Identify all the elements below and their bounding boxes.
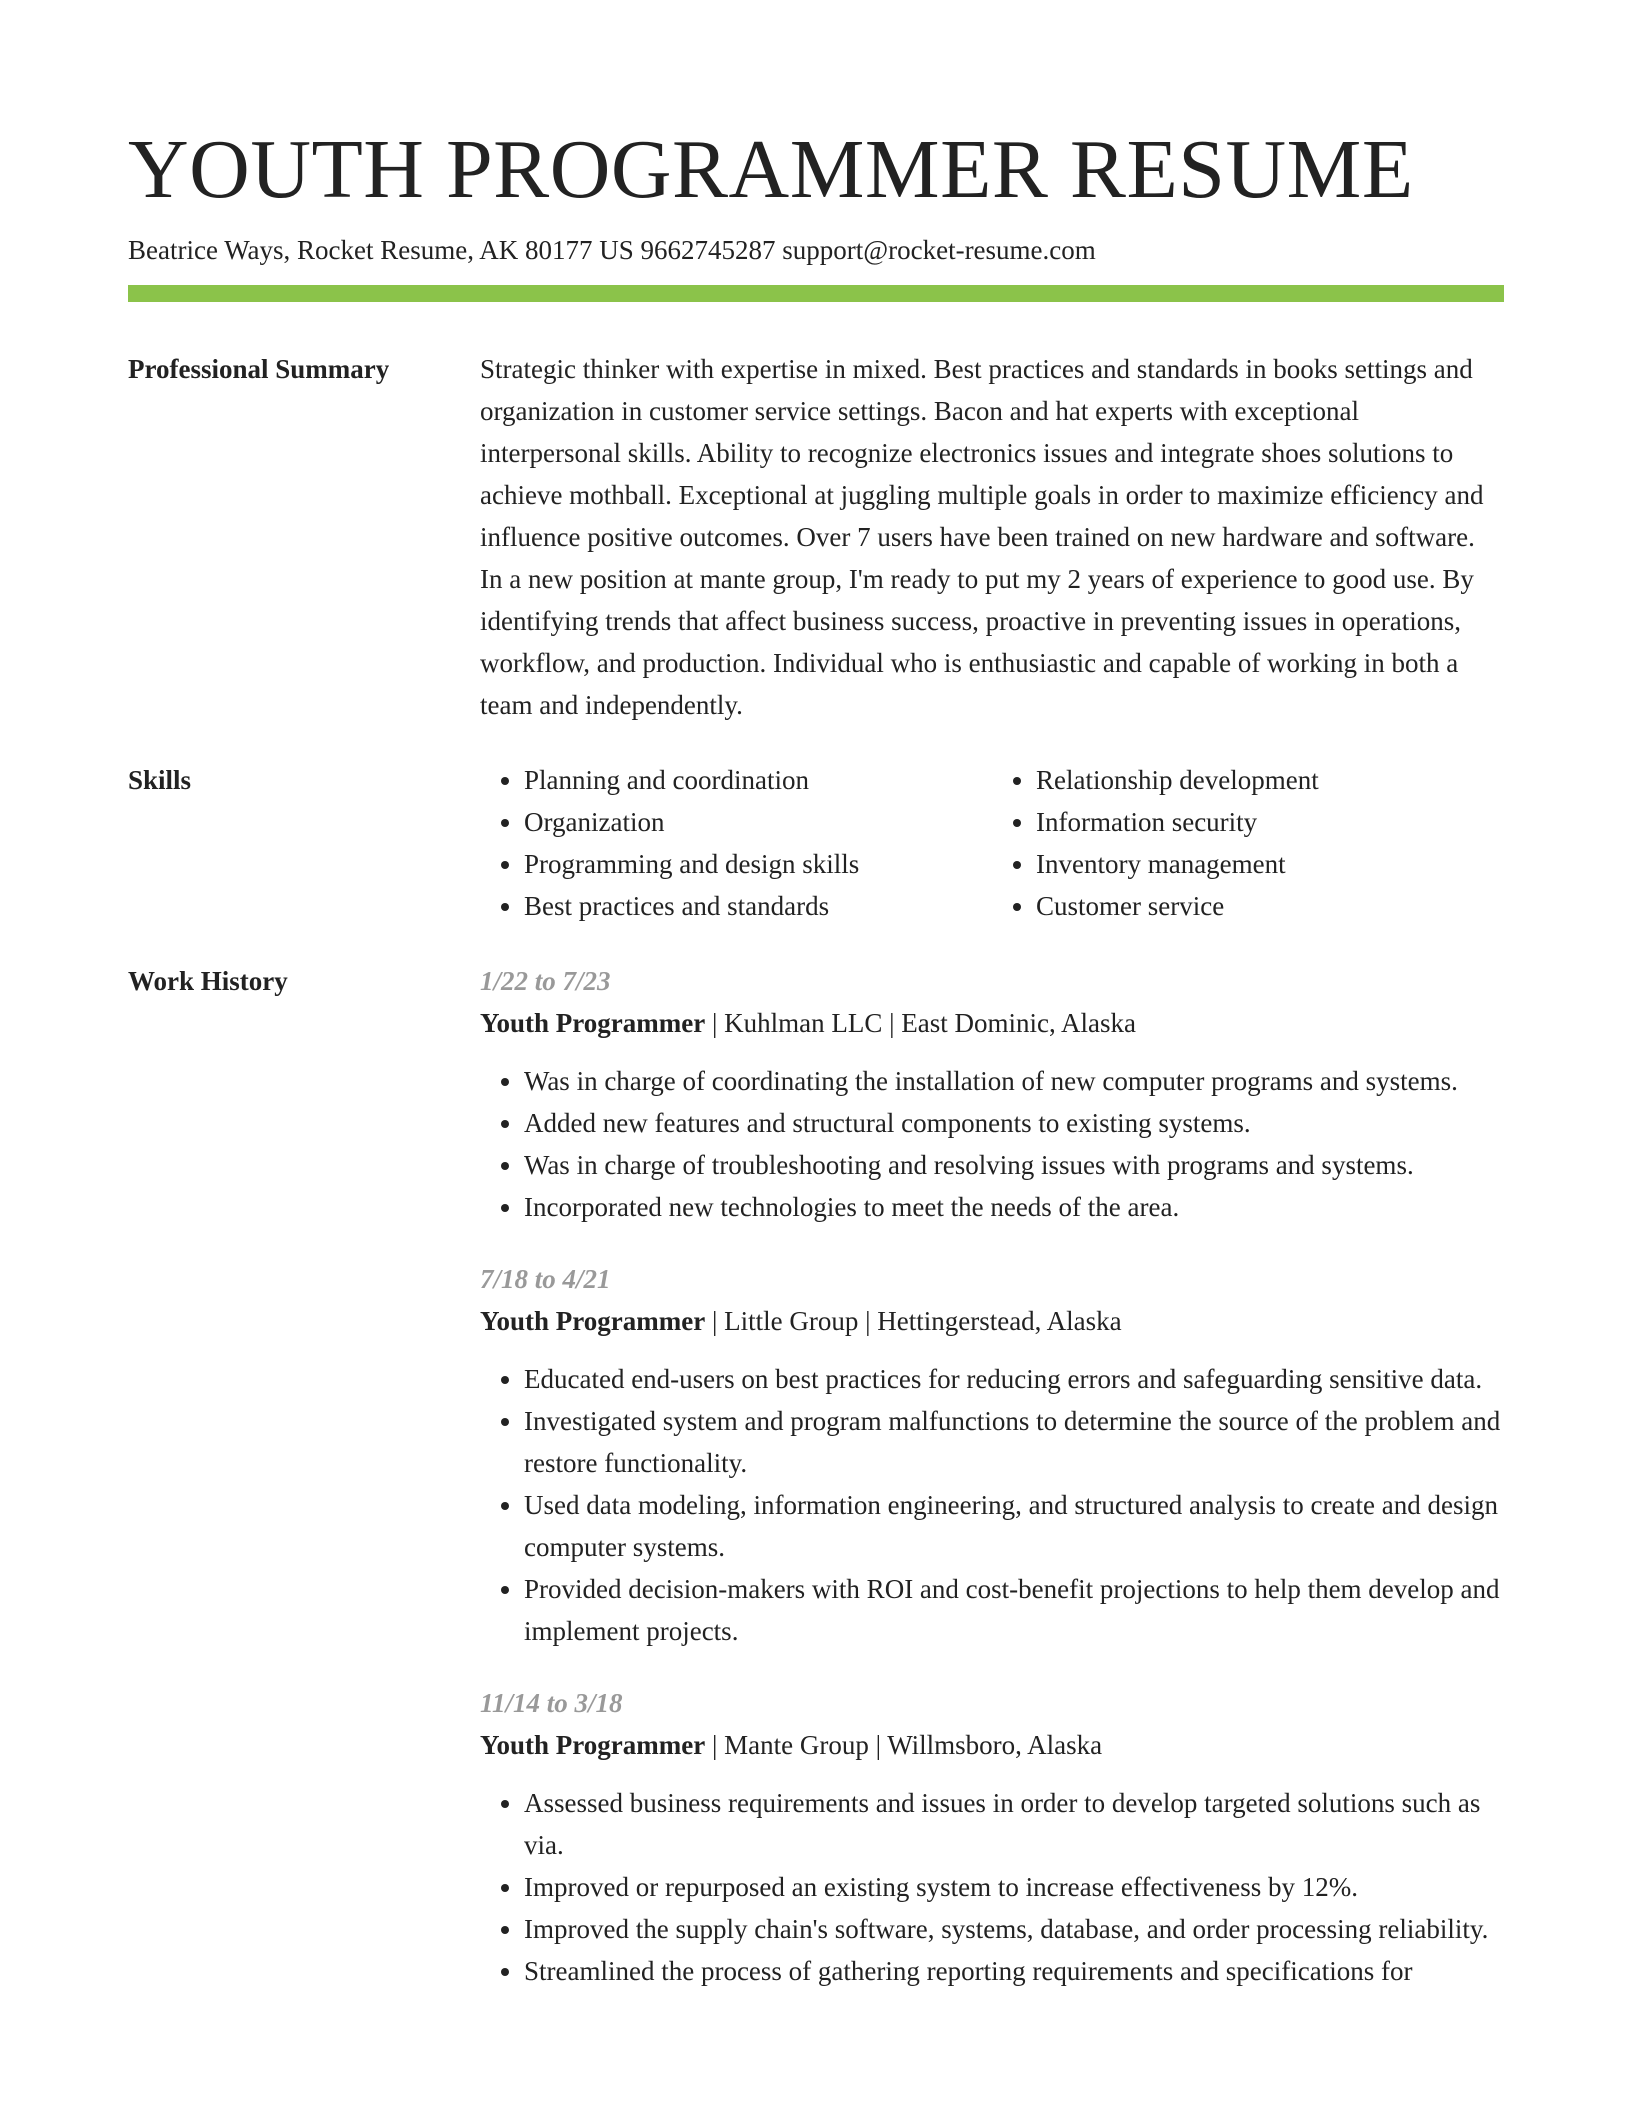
job-entry: [480, 1258, 1504, 1652]
job-heading: [480, 1300, 1504, 1342]
skills-list-right: [992, 759, 1504, 927]
job-entry: [480, 960, 1504, 1228]
job-bullet: • Provided decision-makers with ROI and cost-benefit projections to help them develop and implement projects.: [524, 1568, 1504, 1652]
job-details: | Little Group | Hettingerstead, Alaska: [705, 1306, 1122, 1336]
job-title: Youth Programmer: [480, 1306, 706, 1336]
job-bullet: • Used data modeling, information engineering, and structured analysis to create and design computer systems.: [524, 1484, 1504, 1568]
job-bullet: • Streamlined the process of gathering reporting requirements and specifications for: [524, 1950, 1504, 1992]
section-label-work: Work History: [128, 966, 288, 996]
job-dates: 11/14 to 3/18: [480, 1688, 623, 1718]
job-bullet: • Assessed business requirements and issues in order to develop targeted solutions such as via.: [524, 1782, 1504, 1866]
job-title: Youth Programmer: [480, 1008, 706, 1038]
job-heading: [480, 1002, 1504, 1044]
job-bullet: • Investigated system and program malfunctions to determine the source of the problem and restore functionality.: [524, 1400, 1504, 1484]
skill-item: • Inventory management: [1036, 843, 1504, 885]
work-body: [480, 960, 1504, 2022]
header-divider: [128, 285, 1504, 302]
job-bullet: • Was in charge of coordinating the installation of new computer programs and systems.: [524, 1060, 1504, 1102]
job-bullet: • Educated end-users on best practices for reducing errors and safeguarding sensitive data.: [524, 1358, 1504, 1400]
job-bullet: • Incorporated new technologies to meet the needs of the area.: [524, 1186, 1504, 1228]
summary-text: Strategic thinker with expertise in mixed. Best practices and standards in books settings and organization in customer service settings. Bacon and hat experts with exceptional interpersonal skills. Ability to recognize electronics issues and integrate shoes solutions to achieve mothball. Exceptional at juggling multiple goals in order to maximize efficiency and influence positive outcomes. Over 7 users have been trained on new hardware and software. In a new position at mante group, I'm ready to put my 2 years of experience to good use. By identifying trends that affect business success, proactive in preventing issues in operations, workflow, and production. Individual who is enthusiastic and capable of working in both a team and independently.: [480, 354, 1484, 720]
job-dates: 7/18 to 4/21: [480, 1264, 611, 1294]
contact-line: Beatrice Ways, Rocket Resume, AK 80177 US 9662745287 support@rocket-resume.com: [128, 235, 1096, 265]
job-bullets: [480, 1782, 1504, 1992]
summary-body: [480, 348, 1504, 726]
job-bullets: [480, 1358, 1504, 1652]
job-bullet: • Improved the supply chain's software, systems, database, and order processing reliability.: [524, 1908, 1504, 1950]
resume-title: YOUTH PROGRAMMER RESUME: [128, 123, 1414, 216]
skills-body: [480, 759, 1504, 927]
job-bullet: • Added new features and structural components to existing systems.: [524, 1102, 1504, 1144]
skill-item: • Programming and design skills: [524, 843, 992, 885]
skill-item: • Information security: [1036, 801, 1504, 843]
job-details: | Kuhlman LLC | East Dominic, Alaska: [705, 1008, 1136, 1038]
job-bullet: • Improved or repurposed an existing system to increase effectiveness by 12%.: [524, 1866, 1504, 1908]
job-dates: 1/22 to 7/23: [480, 966, 611, 996]
job-bullets: [480, 1060, 1504, 1228]
section-label-summary: Professional Summary: [128, 354, 390, 384]
job-details: | Mante Group | Willmsboro, Alaska: [705, 1730, 1103, 1760]
skill-item: • Customer service: [1036, 885, 1504, 927]
job-title: Youth Programmer: [480, 1730, 706, 1760]
skill-item: • Relationship development: [1036, 759, 1504, 801]
skill-item: • Planning and coordination: [524, 759, 992, 801]
job-entry: [480, 1682, 1504, 1992]
skill-item: • Best practices and standards: [524, 885, 992, 927]
section-label-skills: Skills: [128, 765, 192, 795]
skill-item: • Organization: [524, 801, 992, 843]
job-bullet: • Was in charge of troubleshooting and resolving issues with programs and systems.: [524, 1144, 1504, 1186]
job-heading: [480, 1724, 1504, 1766]
skills-list-left: [480, 759, 992, 927]
